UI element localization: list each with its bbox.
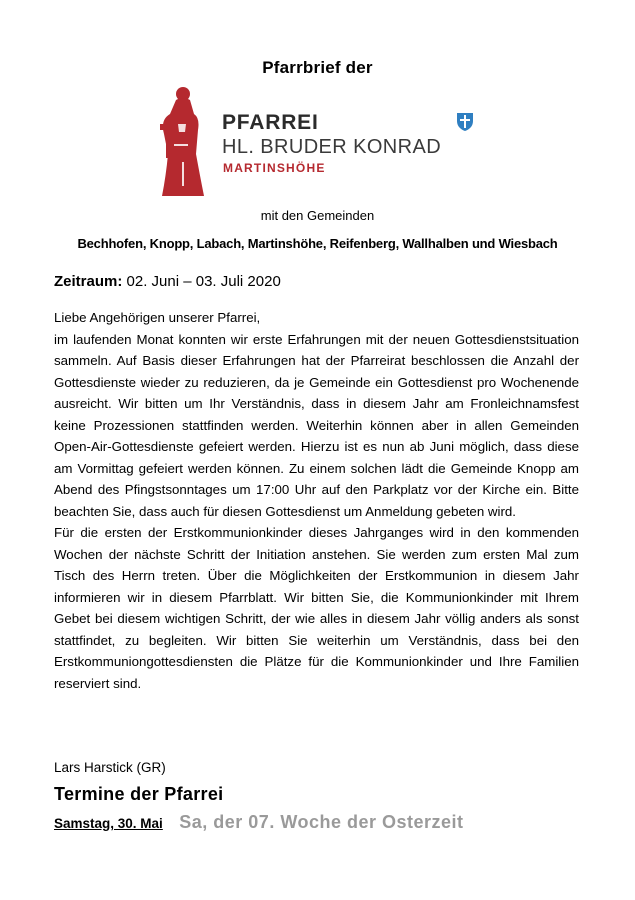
communities-intro: mit den Gemeinden	[260, 208, 375, 223]
period	[54, 273, 281, 290]
letter-paragraph-1: im laufenden Monat konnten wir erste Erfahrungen mit der neuen Gottesdienstsituation sammeln. Auf Basis dieser Erfahrungen hat der Pfarreirat beschlossen die Anzahl der Gottesdienste wieder zu reduzieren, da je Gemeinde ein Gottesdienst pro Wochenende ausreicht. Wir bitten um Ihr Verständnis, dass in diesem Jahr am Fronleichnamsfest keine Prozessionen stattfinden werden. Weiterhin können aber in allen Gemeinden Open-Air-Gottesdienste gefeiert werden. Hierzu ist es nun ab Juni möglich, dass diese am Vormittag gefeiert werden können. Zu einem solchen lädt die Gemeinde Knopp am Abend des Pfingstsonntages um 17:00 Uhr auf den Parkplatz vor der Kirche ein. Bitte beachten Sie, dass auch für diesen Gottesdienst um Anmeldung gebeten wird.	[54, 331, 579, 519]
saint-figure-icon	[156, 84, 208, 200]
schedule-entry	[54, 812, 594, 833]
letter-body	[54, 307, 579, 694]
event-date: Samstag, 30. Mai	[54, 816, 163, 831]
logo-line-location: MARTINSHÖHE	[223, 161, 326, 175]
shield-icon	[456, 112, 474, 132]
period-label: Zeitraum:	[54, 273, 123, 290]
parish-logo	[156, 84, 486, 202]
communities-list: Bechhofen, Knopp, Labach, Martinshöhe, Reifenberg, Wallhalben und Wiesbach	[77, 236, 558, 251]
logo-line-saint: HL. BRUDER KONRAD	[222, 136, 442, 158]
document-title: Pfarrbrief der	[262, 58, 373, 77]
schedule-title: Termine der Pfarrei	[54, 784, 224, 804]
signature: Lars Harstick (GR)	[54, 760, 166, 775]
letter-greeting: Liebe Angehörigen unserer Pfarrei,	[54, 310, 261, 325]
event-description: Sa, der 07. Woche der Osterzeit	[179, 812, 464, 832]
logo-line-pfarrei: PFARREI	[222, 111, 319, 134]
letter-paragraph-2: Für die ersten der Erstkommunionkinder dieses Jahrganges wird in den kommenden Wochen der nächste Schritt der Initiation anstehen. Sie werden zum ersten Mal zum Tisch des Herrn treten. Über die Möglichkeiten der Erstkommunion in diesem Jahr informieren wir in diesem Pfarrblatt. Wir bitten Sie, die Kommunionkinder mit Ihrem Gebet bei diesem wichtigen Schritt, der wie alles in diesem Jahr völlig anders als sonst stattfindet, zu begleiten. Wir bitten Sie weiterhin um Verständnis, dass bei den Erstkommuniongottesdiensten die Plätze für die Kommunionkinder und Ihre Familien reserviert sind.	[54, 525, 579, 691]
period-value: 02. Juni – 03. Juli 2020	[122, 273, 281, 290]
